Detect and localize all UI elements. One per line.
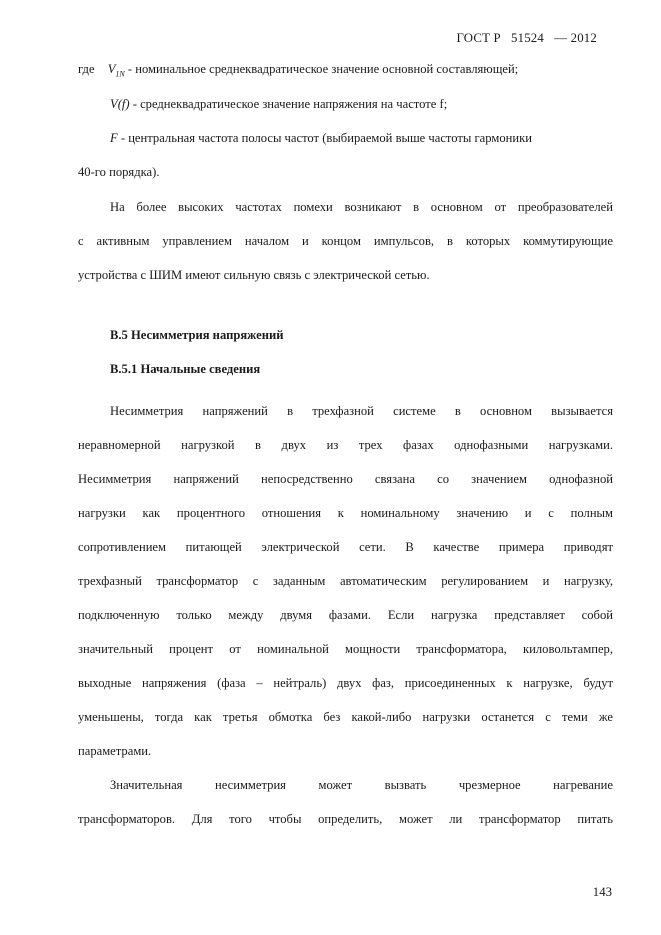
paragraph-line: значительный процент от номинальной мощности трансформатора, киловольтампер, [78,642,613,656]
definition-f-continuation: 40-го порядка). [78,165,160,179]
paragraph-line: выходные напряжения (фаза – нейтраль) двух фаз, присоединенных к нагрузке, будут [78,676,613,690]
definition-vin-text: - номинальное среднеквадратическое значение основной составляющей; [124,62,519,76]
paragraph-line: трансформаторов. Для того чтобы определить, может ли трансформатор питать [78,812,613,826]
definition-f-text: - центральная частота полосы частот (выбираемой выше частоты гармоники [117,131,532,145]
definition-vin-prefix: где [78,62,98,76]
page-number: 143 [592,885,612,899]
paragraph-line: нагрузки как процентного отношения к номинальному значению и с полным [78,506,613,520]
paragraph-line: уменьшены, тогда как третья обмотка без какой-либо нагрузки останется с теми же [78,710,613,724]
definition-f [110,131,613,146]
f-symbol: F [110,131,118,145]
vin-subscript: 1N [115,69,125,79]
paragraph-line: с активным управлением началом и концом импульсов, в которых коммутирующие [78,234,613,248]
vf-symbol: V(f) [110,97,130,111]
paragraph-line: неравномерной нагрузкой в двух из трех фазах однофазными нагрузками. [78,438,613,452]
definition-vf [110,97,613,112]
paragraph-line: Несимметрия напряжений в трехфазной системе в основном вызывается [110,404,613,418]
paragraph-line: Несимметрия напряжений непосредственно связана со значением однофазной [78,472,613,486]
paragraph-line: параметрами. [78,744,152,758]
definition-vin [78,62,613,79]
paragraph-line: подключенную только между двумя фазами. Если нагрузка представляет собой [78,608,613,622]
section-title: В.5 Несимметрия напряжений [110,328,284,342]
paragraph-line: сопротивлением питающей электрической сети. В качестве примера приводят [78,540,613,554]
subsection-title: В.5.1 Начальные сведения [110,362,261,376]
definition-vf-text: - среднеквадратическое значение напряжения на частоте f; [129,97,448,111]
paragraph-line: устройства с ШИМ имеют сильную связь с электрической сетью. [78,268,430,282]
paragraph-line: трехфазный трансформатор с заданным автоматическим регулированием и нагрузку, [78,574,613,588]
vin-symbol: $V_{1N}$ [107,62,125,79]
page-header: ГОСТ Р 51524 — 2012 [456,31,597,45]
paragraph-line: Значительная несимметрия может вызвать чрезмерное нагревание [110,778,613,792]
paragraph-line: На более высоких частотах помехи возникают в основном от преобразователей [110,200,613,214]
